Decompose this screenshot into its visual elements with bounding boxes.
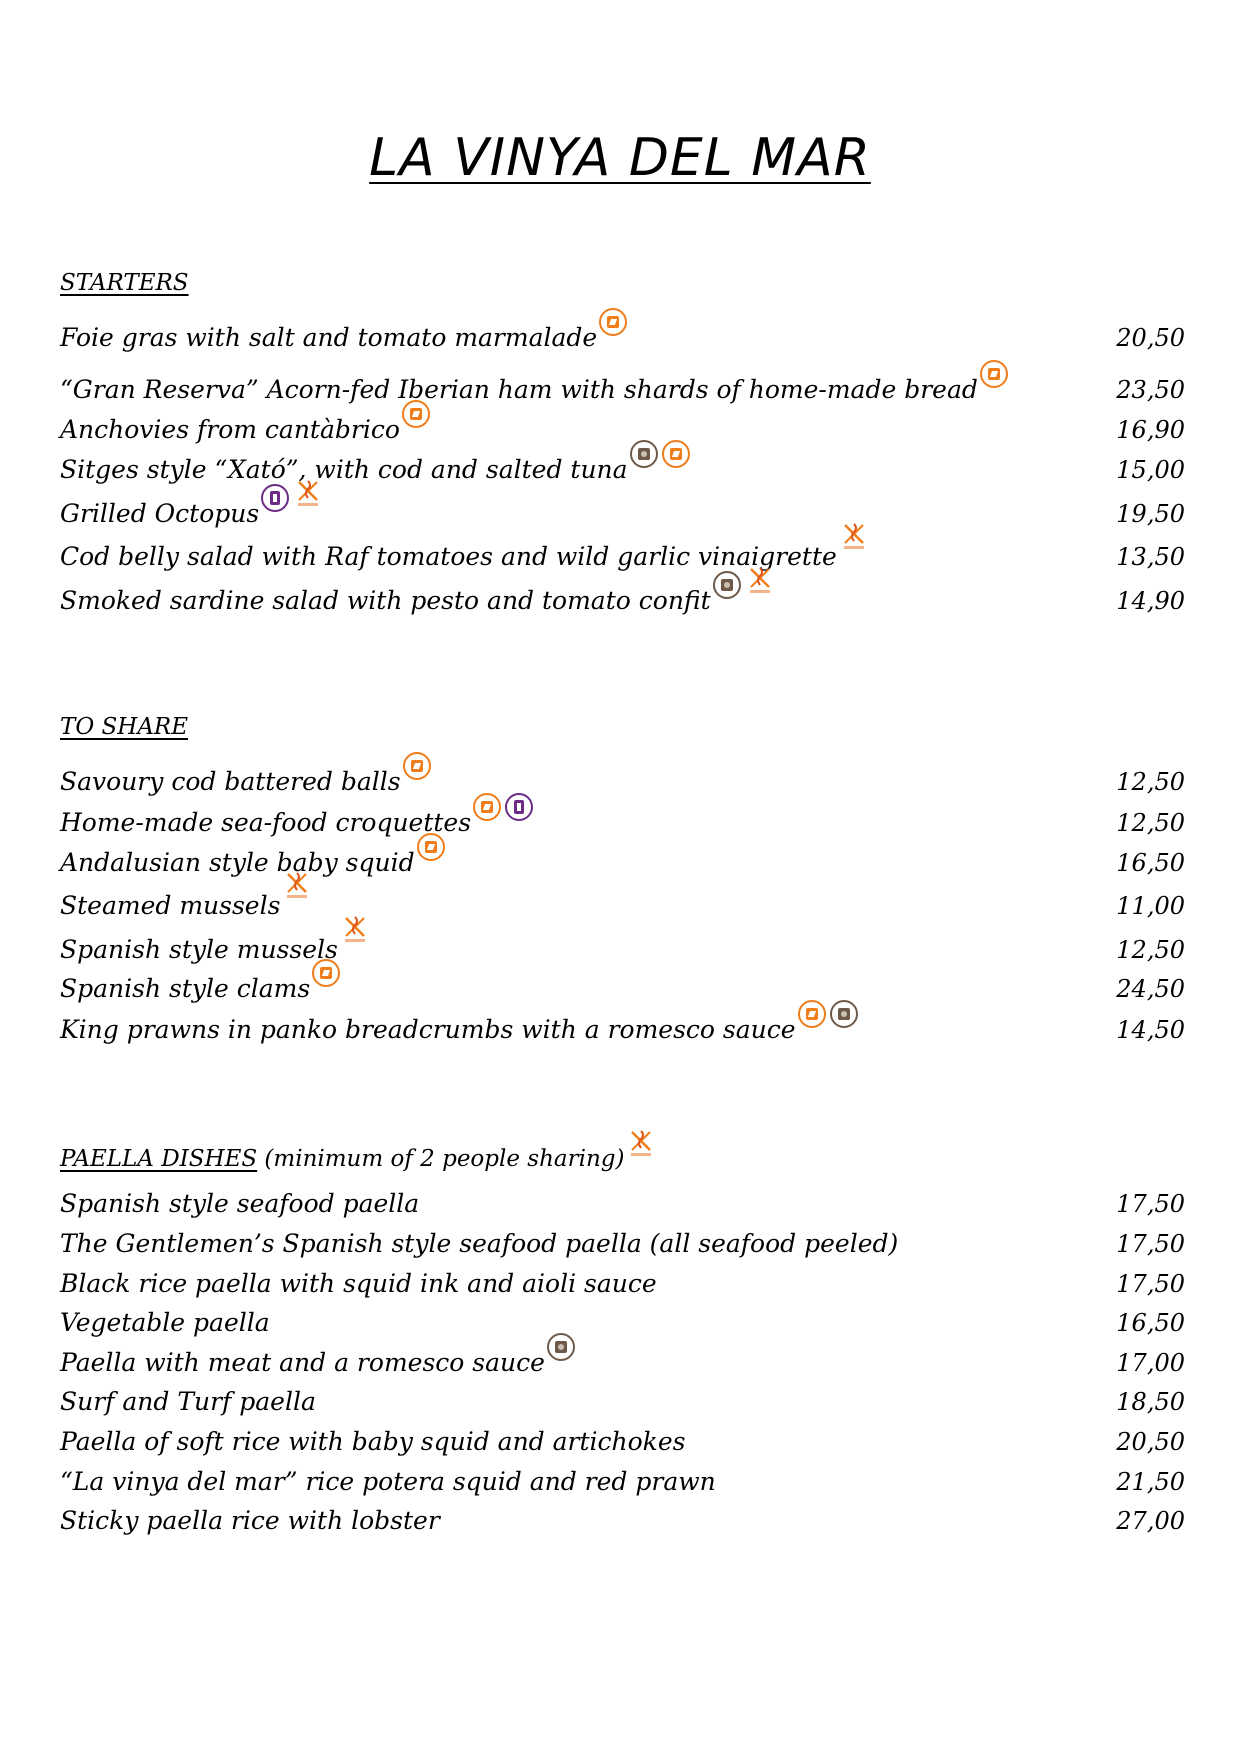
crustacean-allergen-icon <box>599 308 627 336</box>
menu-item-name <box>60 1305 270 1341</box>
menu-item <box>60 1384 1185 1420</box>
allergen-icons <box>261 496 327 532</box>
crustacean-allergen-icon <box>473 793 501 821</box>
menu-item-price: 16,50 <box>1116 849 1185 877</box>
menu-item-name <box>60 583 779 619</box>
menu-item <box>60 1503 1185 1539</box>
menu-item <box>60 1464 1185 1500</box>
gluten-free-icon <box>340 914 370 946</box>
menu-item <box>60 805 1185 841</box>
menu-item-name-text: Steamed mussels <box>60 891 281 920</box>
crustacean-allergen-icon <box>662 440 690 468</box>
menu-item-name <box>60 452 694 488</box>
menu-item-name-text: Anchovies from cantàbrico <box>60 415 400 444</box>
menu-item-name-text: Spanish style clams <box>60 974 311 1003</box>
menu-item <box>60 496 1185 532</box>
menu-item <box>60 320 1185 356</box>
allergen-icons <box>547 1345 579 1381</box>
menu-item-name <box>60 1012 862 1048</box>
menu-item-price: 19,50 <box>1116 500 1185 528</box>
crustacean-allergen-icon <box>417 833 445 861</box>
menu-item-name-text: Paella with meat and a romesco sauce <box>60 1348 545 1377</box>
allergen-icons <box>312 971 344 1007</box>
menu-item-price: 16,90 <box>1116 416 1185 444</box>
menu-item-name-text: Spanish style seafood paella <box>60 1189 420 1218</box>
menu-item-price: 17,50 <box>1116 1230 1185 1258</box>
crustacean-allergen-icon <box>403 752 431 780</box>
gluten-free-icon <box>293 478 323 510</box>
section-heading-note: (minimum of 2 people sharing) <box>257 1146 625 1172</box>
menu-item-price: 24,50 <box>1116 975 1185 1003</box>
gluten-free-icon <box>282 870 312 902</box>
menu-item-price: 18,50 <box>1116 1388 1185 1416</box>
menu-item <box>60 1424 1185 1460</box>
gluten-free-icon <box>745 565 775 597</box>
menu-item-price: 11,00 <box>1116 892 1185 920</box>
menu-item <box>60 452 1185 488</box>
allergen-icons <box>980 372 1012 408</box>
menu-item-name-text: “La vinya del mar” rice potera squid and red prawn <box>60 1467 716 1496</box>
menu-item-name <box>60 805 537 841</box>
dairy-allergen-icon <box>261 484 289 512</box>
menu-item-name-text: Sticky paella rice with lobster <box>60 1506 440 1535</box>
section-heading-label: TO SHARE <box>60 714 189 740</box>
menu-item-name-text: King prawns in panko breadcrumbs with a romesco sauce <box>60 1015 796 1044</box>
menu-item-name <box>60 1226 898 1262</box>
crustacean-allergen-icon <box>312 959 340 987</box>
section-heading <box>60 1146 660 1172</box>
allergen-icons <box>798 1012 862 1048</box>
allergen-icons <box>402 412 434 448</box>
menu-item-name-text: Grilled Octopus <box>60 499 260 528</box>
heading-icons <box>626 1146 660 1172</box>
menu-item-name <box>60 1345 579 1381</box>
gluten-free-icon <box>839 521 869 553</box>
menu-item <box>60 1012 1185 1048</box>
menu-item-price: 12,50 <box>1116 809 1185 837</box>
menu-item-name-text: Surf and Turf paella <box>60 1387 316 1416</box>
menu-item-price: 12,50 <box>1116 768 1185 796</box>
menu-item-name <box>60 1424 685 1460</box>
menu-item-name <box>60 496 327 532</box>
section-heading-label: PAELLA DISHES <box>60 1146 258 1172</box>
crustacean-allergen-icon <box>402 400 430 428</box>
allergen-icons <box>403 764 435 800</box>
menu-item <box>60 412 1185 448</box>
section-heading <box>60 714 188 740</box>
menu-item <box>60 1186 1185 1222</box>
allergen-icons <box>340 932 374 968</box>
crustacean-allergen-icon <box>798 1000 826 1028</box>
menu-item-price: 17,00 <box>1116 1349 1185 1377</box>
allergen-icons <box>417 845 449 881</box>
nuts-allergen-icon <box>713 571 741 599</box>
menu-item <box>60 764 1185 800</box>
gluten-free-icon <box>626 1128 656 1160</box>
menu-item <box>60 1266 1185 1302</box>
menu-item <box>60 1305 1185 1341</box>
section-heading <box>60 270 189 296</box>
menu-item-name <box>60 412 434 448</box>
menu-item-price: 14,90 <box>1116 587 1185 615</box>
section-heading-label: STARTERS <box>60 270 189 296</box>
menu-item-price: 20,50 <box>1116 1428 1185 1456</box>
menu-item-price: 27,00 <box>1116 1507 1185 1535</box>
menu-item <box>60 1226 1185 1262</box>
menu-item-name-text: Spanish style mussels <box>60 935 338 964</box>
allergen-icons <box>599 320 631 356</box>
menu-item-name-text: Foie gras with salt and tomato marmalade <box>60 323 598 352</box>
menu-item-name-text: Andalusian style baby squid <box>60 848 415 877</box>
menu-item <box>60 971 1185 1007</box>
menu-item-name <box>60 971 344 1007</box>
menu-item-price: 15,00 <box>1116 456 1185 484</box>
menu-item-name-text: Home-made sea-food croquettes <box>60 808 472 837</box>
menu-item-price: 14,50 <box>1116 1016 1185 1044</box>
menu-item-name <box>60 845 449 881</box>
allergen-icons <box>839 539 873 575</box>
menu-item-name-text: Paella of soft rice with baby squid and artichokes <box>60 1427 686 1456</box>
menu-item <box>60 888 1185 924</box>
menu-item-name-text: Black rice paella with squid ink and aioli sauce <box>60 1269 657 1298</box>
menu-item <box>60 372 1185 408</box>
allergen-icons <box>473 805 537 841</box>
menu-item-name <box>60 764 435 800</box>
menu-item <box>60 1345 1185 1381</box>
allergen-icons <box>630 452 694 488</box>
nuts-allergen-icon <box>547 1333 575 1361</box>
menu-item-name <box>60 888 316 924</box>
menu-item-name <box>60 1186 419 1222</box>
menu-item-name <box>60 372 1012 408</box>
allergen-icons <box>713 583 779 619</box>
crustacean-allergen-icon <box>980 360 1008 388</box>
menu-item-name-text: Sitges style “Xató”, with cod and salted tuna <box>60 455 628 484</box>
nuts-allergen-icon <box>830 1000 858 1028</box>
menu-item-name-text: “Gran Reserva” Acorn-fed Iberian ham with shards of home-made bread <box>60 375 978 404</box>
allergen-icons <box>282 888 316 924</box>
menu-title: LA VINYA DEL MAR <box>369 128 871 188</box>
menu-item-price: 21,50 <box>1116 1468 1185 1496</box>
menu-item <box>60 539 1185 575</box>
menu-item-price: 12,50 <box>1116 936 1185 964</box>
menu-item-price: 20,50 <box>1116 324 1185 352</box>
menu-item-price: 23,50 <box>1116 376 1185 404</box>
menu-item-name <box>60 1266 657 1302</box>
menu-item-price: 17,50 <box>1116 1190 1185 1218</box>
menu-item-price: 13,50 <box>1116 543 1185 571</box>
menu-item-name-text: The Gentlemen’s Spanish style seafood paella (all seafood peeled) <box>60 1229 899 1258</box>
menu-item <box>60 932 1185 968</box>
menu-item-name-text: Smoked sardine salad with pesto and tomato confit <box>60 586 711 615</box>
menu-item-name <box>60 1503 440 1539</box>
menu-item-price: 16,50 <box>1116 1309 1185 1337</box>
menu-item <box>60 845 1185 881</box>
menu-item-name <box>60 320 631 356</box>
menu-item-name-text: Cod belly salad with Raf tomatoes and wild garlic vinaigrette <box>60 542 837 571</box>
menu-item-name <box>60 1384 316 1420</box>
menu-item-price: 17,50 <box>1116 1270 1185 1298</box>
menu-item-name-text: Vegetable paella <box>60 1308 270 1337</box>
nuts-allergen-icon <box>630 440 658 468</box>
menu-item-name-text: Savoury cod battered balls <box>60 767 401 796</box>
menu-item <box>60 583 1185 619</box>
menu-item-name <box>60 1464 716 1500</box>
dairy-allergen-icon <box>505 793 533 821</box>
